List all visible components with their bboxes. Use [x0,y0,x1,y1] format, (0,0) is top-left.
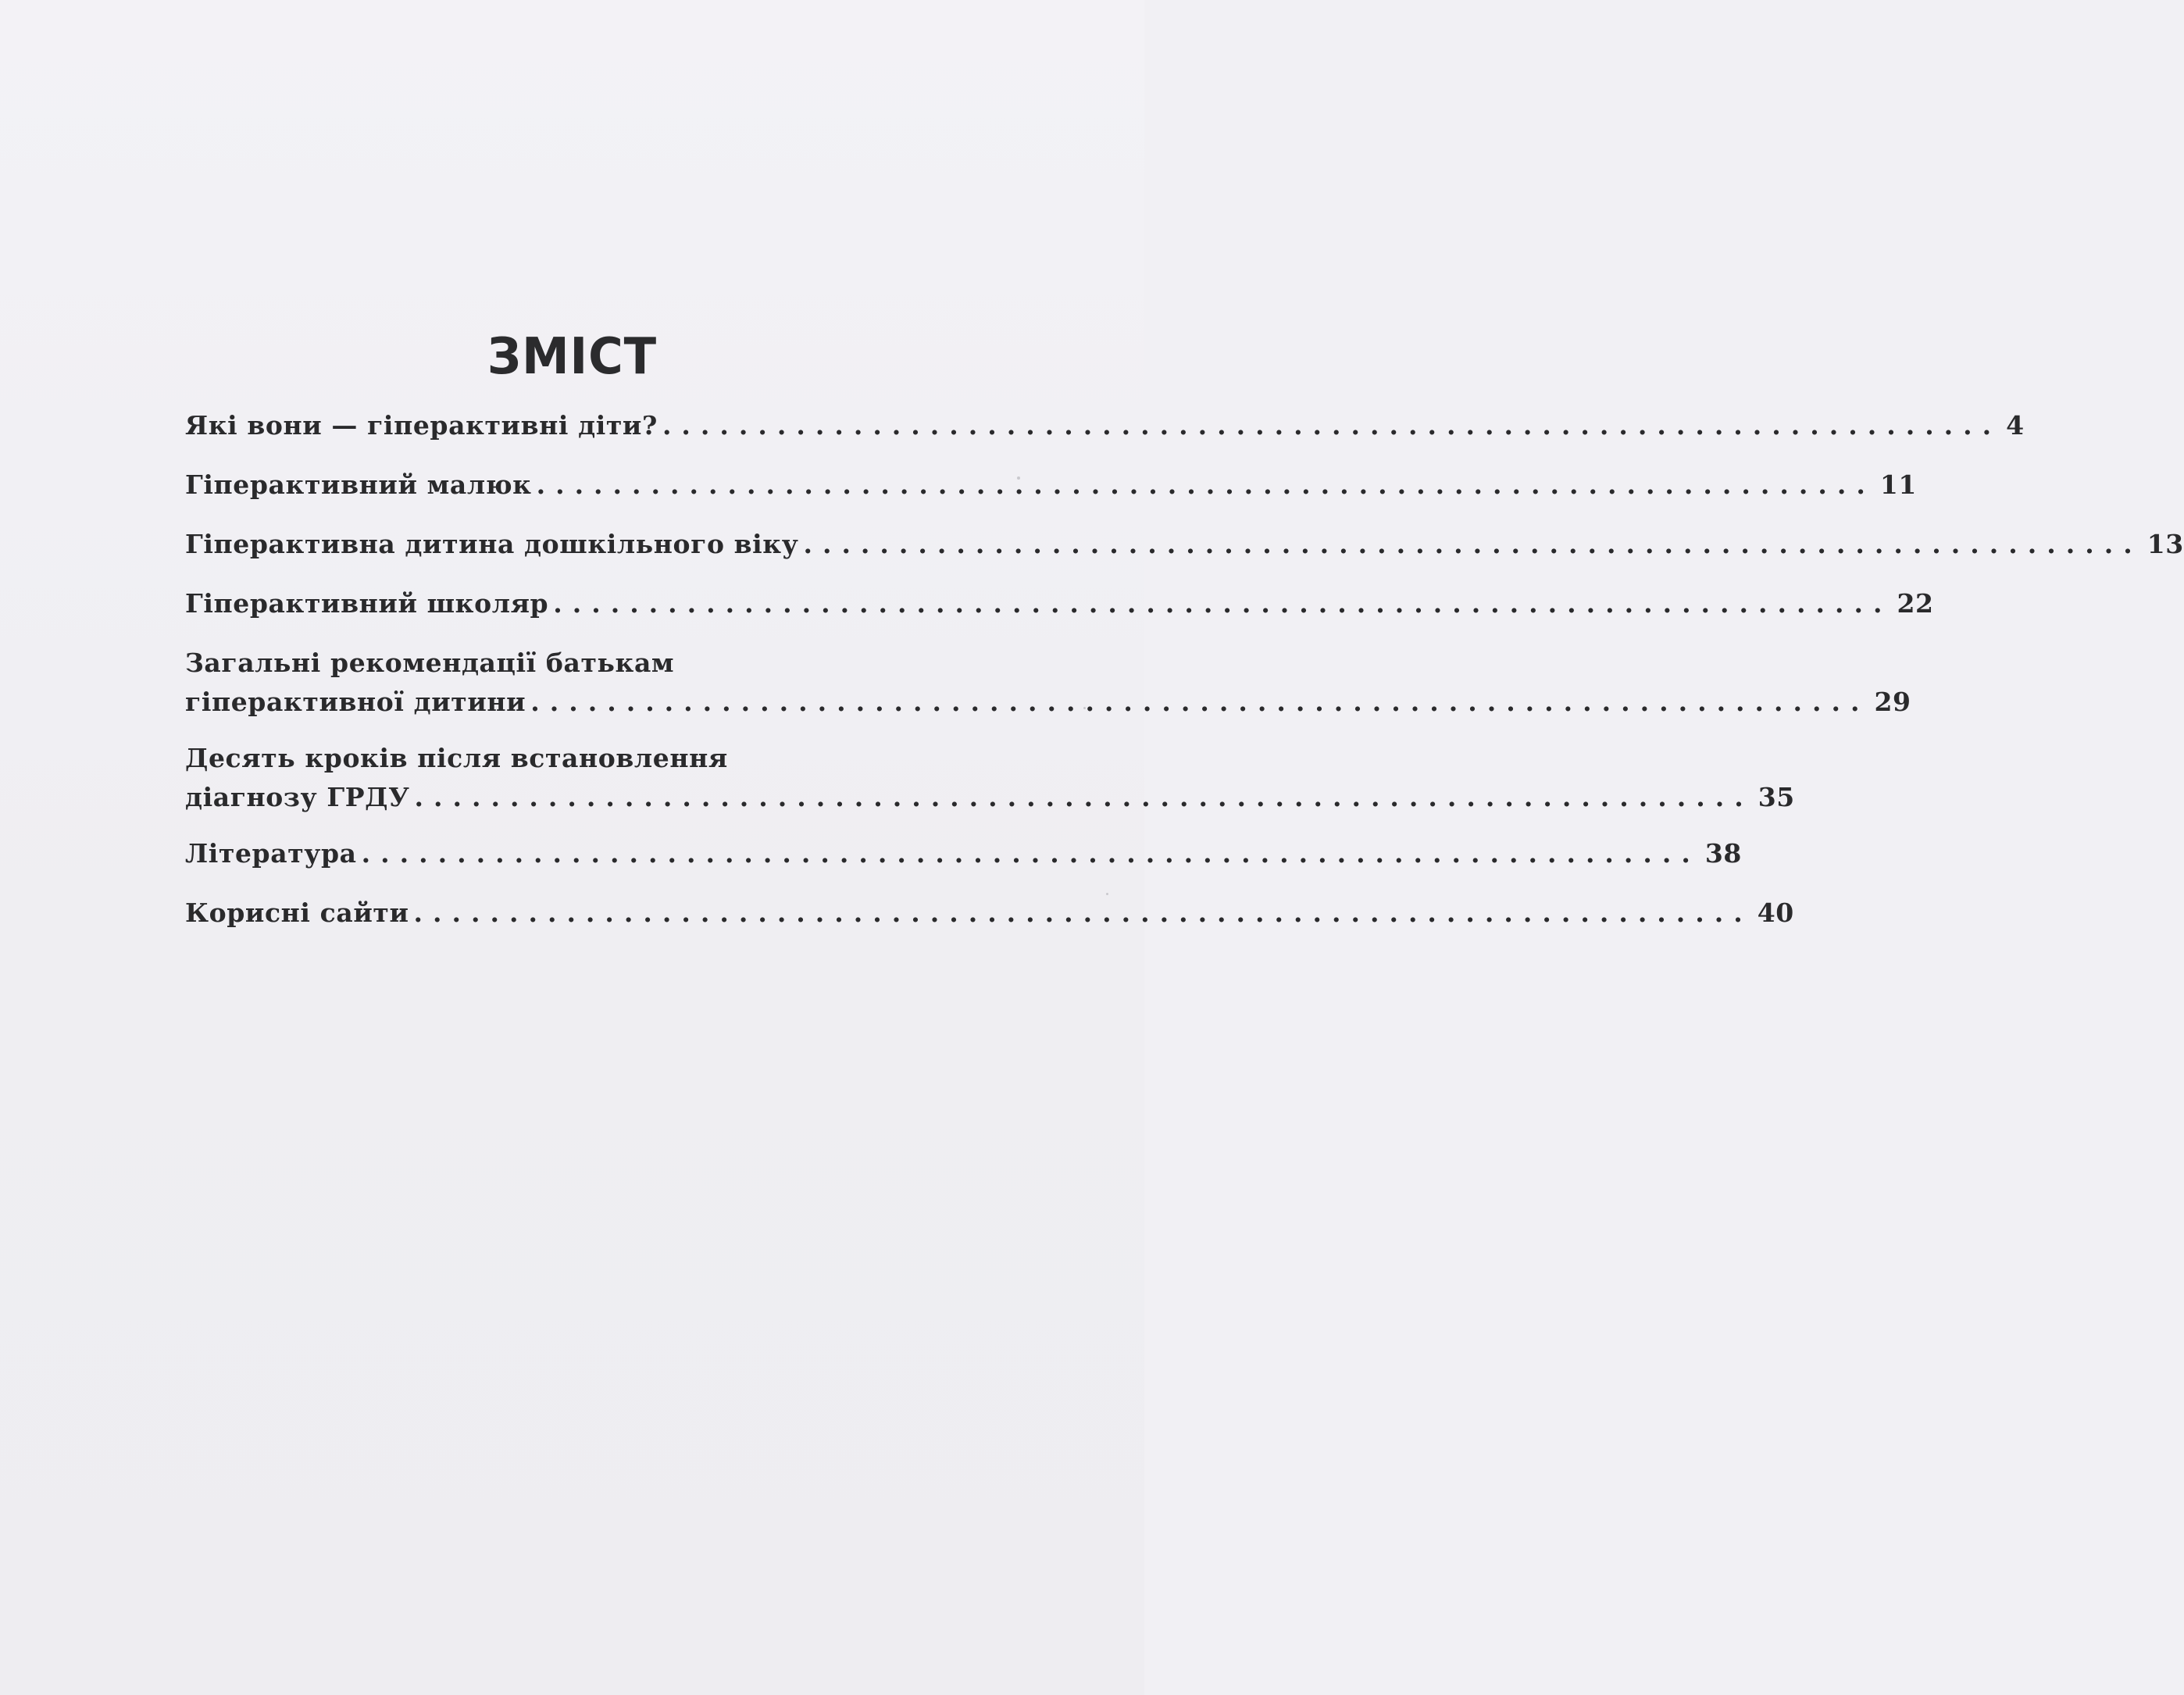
toc-entry-title: Гіперактивний малюк [185,469,532,500]
toc-entry[interactable] [185,584,1934,623]
dot-leader: ...................................................................... [414,782,1754,812]
toc-entry-title: Які вони — гіперактивні діти? [185,410,658,441]
toc-entry-title: Корисні сайти [185,897,409,928]
dot-leader: ...................................................................... [536,469,1875,500]
toc-page-number: 22 [1897,588,1934,619]
toc-entry-title: Десять кроків після встановлення [185,743,728,773]
toc-entry[interactable] [185,406,2025,445]
toc-entry-title-continued: гіперактивної дитини [185,687,526,717]
toc-entry-title: Гіперактивна дитина дошкільного віку [185,529,799,559]
dot-leader: ...................................................................... [803,529,2143,559]
toc-entry-title: Гіперактивний школяр [185,588,549,619]
dot-leader: ...................................................................... [553,588,1893,619]
toc-entry-title: Загальні рекомендації батькам [185,648,675,678]
toc-page-number: 35 [1758,782,1795,812]
toc-page-number: 29 [1874,687,1911,717]
toc-page-number: 4 [2006,410,2025,441]
toc-entry-title-continued: діагнозу ГРДУ [185,782,410,812]
toc-title: ЗМІСТ [487,328,658,386]
toc-entry[interactable] [185,834,1742,873]
toc-page-number: 38 [1704,838,1742,869]
dot-leader: ...................................................................... [361,838,1700,869]
dot-leader: ...................................................................... [530,687,1870,717]
toc-entry[interactable] [185,466,1917,505]
toc-entry-title: Література [185,838,357,869]
toc-entry[interactable] [185,739,1795,817]
toc-page-number: 11 [1879,469,1917,500]
toc-entry[interactable] [185,644,1911,722]
toc-entry[interactable] [185,894,1794,933]
toc-page-number: 13 [2147,529,2184,559]
toc-entry[interactable] [185,525,2184,564]
dot-leader: ...................................................................... [413,897,1753,928]
dot-leader: ...................................................................... [662,410,2002,441]
toc-page-number: 40 [1757,897,1794,928]
